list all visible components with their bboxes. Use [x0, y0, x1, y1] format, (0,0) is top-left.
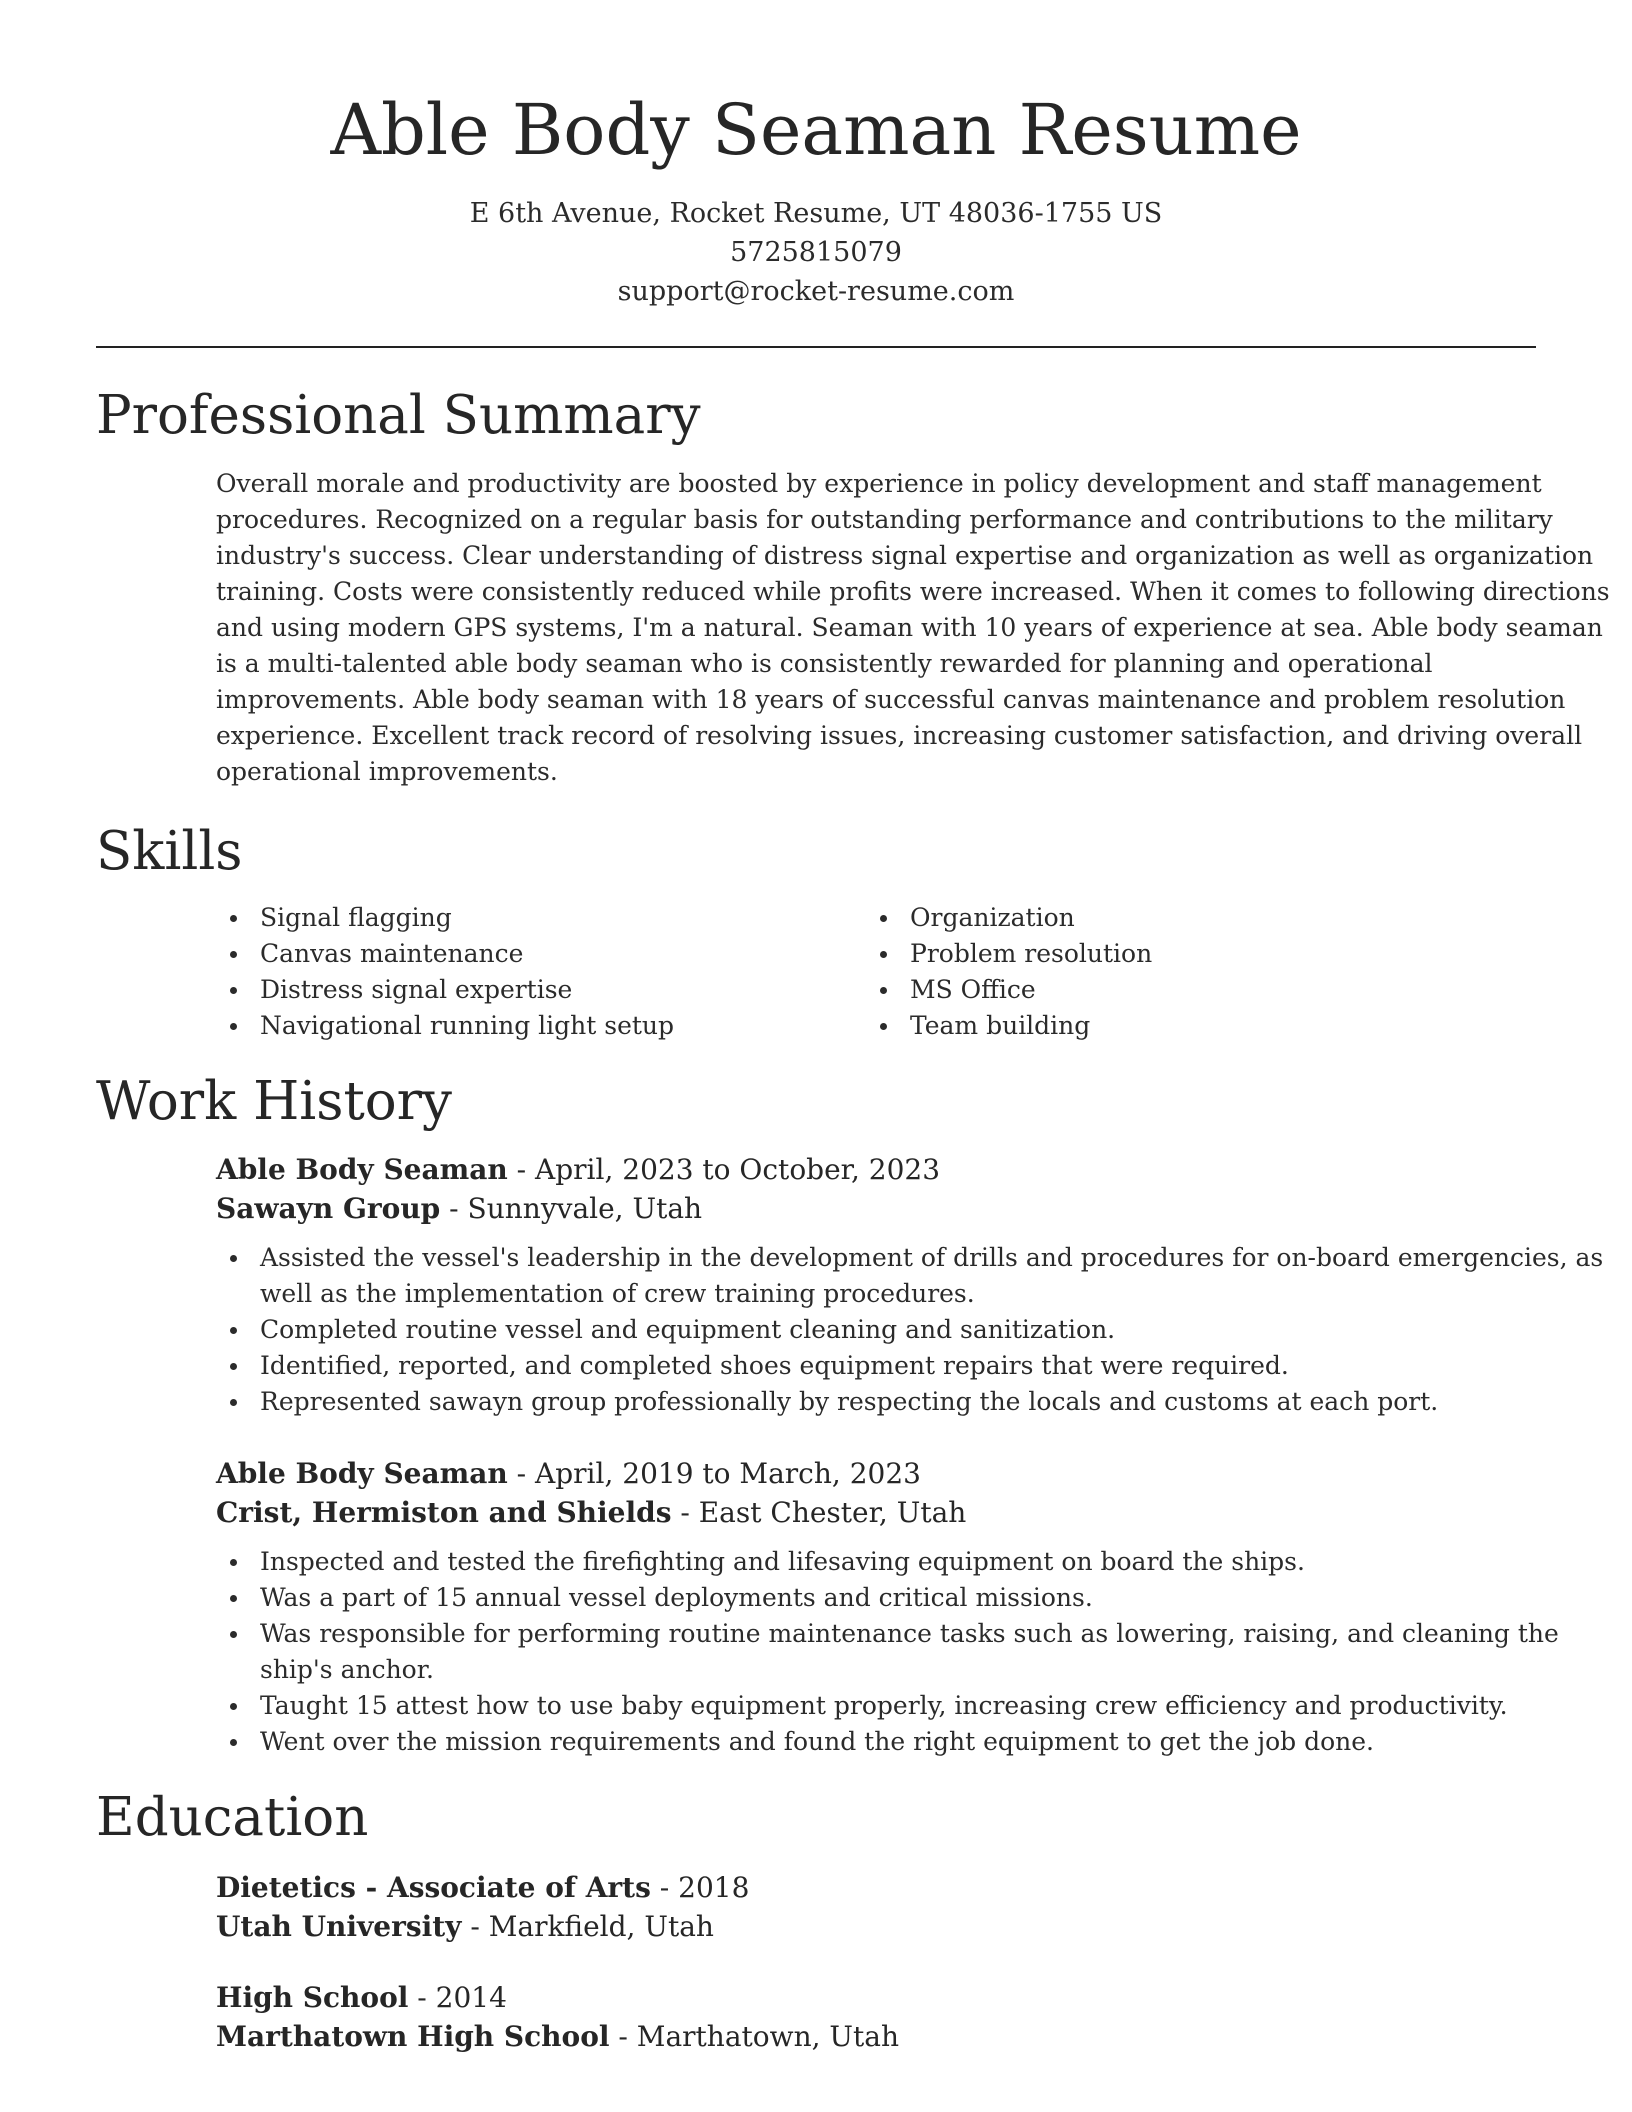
skills-grid — [216, 900, 1536, 1044]
education-school: Utah University — [216, 1910, 462, 1943]
job-dates: April, 2023 to October, 2023 — [535, 1153, 941, 1186]
education-section — [96, 1784, 1536, 2056]
separator: - — [671, 1496, 699, 1529]
separator: - — [408, 1981, 436, 2014]
skill-item: Canvas maintenance — [216, 936, 866, 972]
job-company: Sawayn Group — [216, 1192, 441, 1225]
separator: - — [507, 1457, 536, 1490]
work-history-heading: Work History — [96, 1071, 452, 1132]
job-company: Crist, Hermiston and Shields — [216, 1496, 672, 1529]
education-degree-line — [216, 1978, 1536, 2017]
skill-item: MS Office — [866, 972, 1516, 1008]
skills-heading: Skills — [96, 821, 243, 882]
job-bullet: Identified, reported, and completed shoes equipment repairs that were required. — [216, 1348, 1626, 1384]
separator: - — [461, 1910, 489, 1943]
job-title-line — [216, 1150, 1536, 1189]
skill-item: Distress signal expertise — [216, 972, 866, 1008]
skill-item: Signal flagging — [216, 900, 866, 936]
job-location: East Chester, Utah — [698, 1496, 967, 1529]
resume-header — [96, 0, 1536, 311]
job-bullet: Inspected and tested the firefighting and lifesaving equipment on board the ships. — [216, 1544, 1626, 1580]
job-entry — [216, 1454, 1559, 1760]
job-bullet: Completed routine vessel and equipment cleaning and sanitization. — [216, 1312, 1626, 1348]
separator: - — [609, 2020, 637, 2053]
work-history-section — [96, 1068, 1604, 1760]
skills-left-column — [216, 900, 866, 1044]
job-entry — [216, 1150, 1604, 1420]
job-role: Able Body Seaman — [216, 1153, 508, 1186]
job-company-line — [216, 1493, 1536, 1532]
job-bullet: Assisted the vessel's leadership in the development of drills and procedures for on-board emergencies, as well as the implementation of crew training procedures. — [216, 1240, 1626, 1312]
education-school-line — [216, 2017, 1536, 2056]
job-bullet: Was responsible for performing routine maintenance tasks such as lowering, raising, and cleaning the ship's anchor. — [216, 1616, 1626, 1688]
skill-item: Team building — [866, 1008, 1516, 1044]
education-school: Marthatown High School — [216, 2020, 610, 2053]
job-company-line — [216, 1189, 1536, 1228]
education-entry — [216, 1868, 1536, 1946]
job-bullets — [216, 1544, 1626, 1760]
skills-section — [96, 818, 1536, 1044]
education-degree: High School — [216, 1981, 409, 2014]
summary-section — [96, 382, 1610, 790]
education-location: Markfield, Utah — [488, 1910, 714, 1943]
education-location: Marthatown, Utah — [636, 2020, 900, 2053]
page-title: Able Body Seaman Resume — [330, 89, 1302, 171]
separator: - — [507, 1153, 536, 1186]
job-bullet: Represented sawayn group professionally by respecting the locals and customs at each port. — [216, 1384, 1626, 1420]
education-school-line — [216, 1907, 1536, 1946]
skill-item: Navigational running light setup — [216, 1008, 866, 1044]
summary-heading: Professional Summary — [96, 385, 701, 446]
job-role: Able Body Seaman — [216, 1457, 508, 1490]
separator: - — [650, 1871, 679, 1904]
education-heading: Education — [96, 1787, 369, 1848]
job-bullet: Went over the mission requirements and found the right equipment to get the job done. — [216, 1724, 1626, 1760]
skill-item: Organization — [866, 900, 1516, 936]
job-title-line — [216, 1454, 1536, 1493]
job-bullet: Was a part of 15 annual vessel deployments and critical missions. — [216, 1580, 1626, 1616]
skill-item: Problem resolution — [866, 936, 1516, 972]
skills-right-column — [866, 900, 1516, 1044]
job-dates: April, 2019 to March, 2023 — [535, 1457, 921, 1490]
summary-text: Overall morale and productivity are boosted by experience in policy development and staff management procedures. Recognized on a regular basis for outstanding performance and contributions to the military industry's success. Clear understanding of distress signal expertise and organization as well as organization training. Costs were consistently reduced while profits were increased. When it comes to following directions and using modern GPS systems, I'm a natural. Seaman with 10 years of experience at sea. Able body seaman is a multi-talented able body seaman who is consistently rewarded for planning and operational improvements. Able body seaman with 18 years of successful canvas maintenance and problem resolution experience. Excellent track record of resolving issues, increasing customer satisfaction, and driving overall operational improvements. — [216, 469, 1610, 786]
job-location: Sunnyvale, Utah — [467, 1192, 703, 1225]
education-year: 2014 — [435, 1981, 507, 2014]
education-year: 2018 — [678, 1871, 750, 1904]
separator: - — [440, 1192, 468, 1225]
address: E 6th Avenue, Rocket Resume, UT 48036-1755 US — [469, 198, 1163, 229]
education-degree: Dietetics - Associate of Arts — [216, 1871, 651, 1904]
job-bullets — [216, 1240, 1626, 1420]
contact-block — [96, 194, 1536, 311]
phone: 5725815079 — [730, 237, 902, 268]
email: support@rocket-resume.com — [617, 276, 1015, 307]
job-bullet: Taught 15 attest how to use baby equipment properly, increasing crew efficiency and productivity. — [216, 1688, 1626, 1724]
header-divider — [96, 346, 1536, 348]
education-entry — [216, 1978, 1536, 2056]
education-degree-line — [216, 1868, 1536, 1907]
